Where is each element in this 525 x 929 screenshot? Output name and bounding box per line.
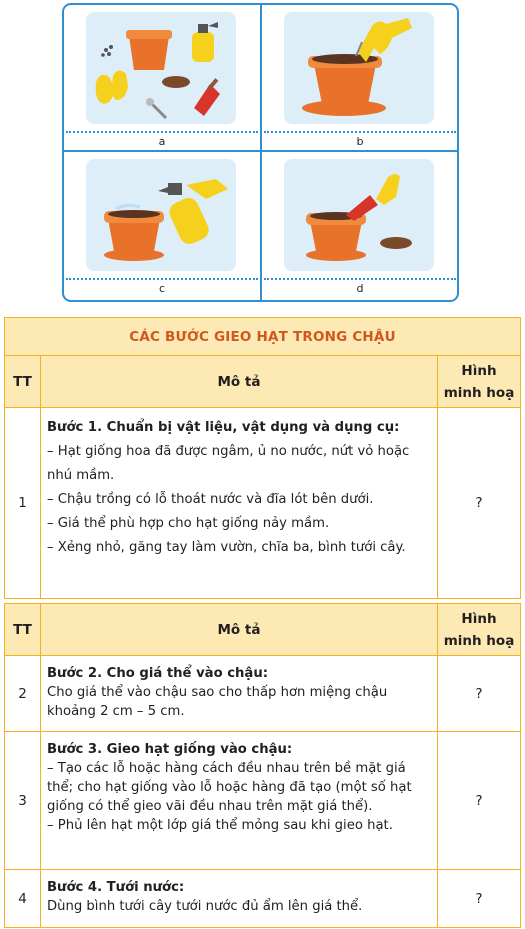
header-illustration: Hình minh hoạ <box>438 604 521 656</box>
row-description <box>41 732 438 870</box>
step-title: Bước 3. Gieo hạt giống vào chậu: <box>47 742 293 757</box>
sowing-seeds-icon <box>284 159 434 271</box>
illustration-cell-a <box>64 5 260 150</box>
step-detail: – Tạo các lỗ hoặc hàng cách đều nhau trên bề mặt giá thể; cho hạt giống vào lỗ hoặc hàng đã tạo (một số hạt giống có thể gieo vãi đều nhau trên mặt giá thể). <box>47 761 412 814</box>
table-row <box>5 656 521 732</box>
watering-spray-icon <box>86 159 236 271</box>
illustration-label-d: d <box>356 282 364 295</box>
illustration-placeholder: ? <box>438 408 521 599</box>
table-header-row <box>5 356 521 408</box>
illustration-placeholder: ? <box>438 732 521 870</box>
step-detail: – Xẻng nhỏ, găng tay làm vườn, chĩa ba, bình tưới cây. <box>47 540 406 555</box>
illustration-label-b: b <box>356 135 364 148</box>
table-title: CÁC BƯỚC GIEO HẠT TRONG CHẬU <box>5 318 521 356</box>
illustration-cell-d <box>262 152 458 297</box>
row-number: 3 <box>5 732 41 870</box>
illustration-cell-c <box>64 152 260 297</box>
caption-separator <box>264 278 456 280</box>
step-title: Bước 1. Chuẩn bị vật liệu, vật dụng và dụng cụ: <box>47 420 400 435</box>
row-number: 2 <box>5 656 41 732</box>
row-number: 1 <box>5 408 41 599</box>
illustration-cell-b <box>262 5 458 150</box>
illustration-placeholder: ? <box>438 656 521 732</box>
step-title: Bước 2. Cho giá thể vào chậu: <box>47 666 268 681</box>
illustration-label-a: a <box>158 135 166 148</box>
row-number: 4 <box>5 870 41 928</box>
pot-with-soil-icon <box>284 12 434 124</box>
header-description: Mô tả <box>41 356 438 408</box>
table-row <box>5 408 521 599</box>
caption-separator <box>264 131 456 133</box>
step-detail: – Giá thể phù hợp cho hạt giống nảy mầm. <box>47 516 330 531</box>
caption-separator <box>66 278 258 280</box>
header-tt: TT <box>5 356 41 408</box>
step-detail: – Chậu trồng có lỗ thoát nước và đĩa lót bên dưới. <box>47 492 374 507</box>
step-title: Bước 4. Tưới nước: <box>47 880 185 895</box>
illustration-grid <box>62 3 459 302</box>
step-detail: – Phủ lên hạt một lớp giá thể mỏng sau khi gieo hạt. <box>47 818 393 833</box>
header-tt: TT <box>5 604 41 656</box>
step-detail: Dùng bình tưới cây tưới nước đủ ẩm lên giá thể. <box>47 899 363 914</box>
step-detail: – Hạt giống hoa đã được ngâm, ủ no nước, nứt vỏ hoặc nhú mầm. <box>47 444 410 483</box>
row-description <box>41 408 438 599</box>
header-description: Mô tả <box>41 604 438 656</box>
illustration-placeholder: ? <box>438 870 521 928</box>
steps-table-1 <box>4 317 521 599</box>
table-row <box>5 870 521 928</box>
step-detail: Cho giá thể vào chậu sao cho thấp hơn miệng chậu khoảng 2 cm – 5 cm. <box>47 685 388 719</box>
materials-tools-icon <box>86 12 236 124</box>
row-description <box>41 870 438 928</box>
illustration-label-c: c <box>158 282 166 295</box>
header-illustration: Hình minh hoạ <box>438 356 521 408</box>
table-title-row <box>5 318 521 356</box>
table-header-row <box>5 604 521 656</box>
caption-separator <box>66 131 258 133</box>
table-row <box>5 732 521 870</box>
steps-table-2 <box>4 603 521 928</box>
row-description <box>41 656 438 732</box>
